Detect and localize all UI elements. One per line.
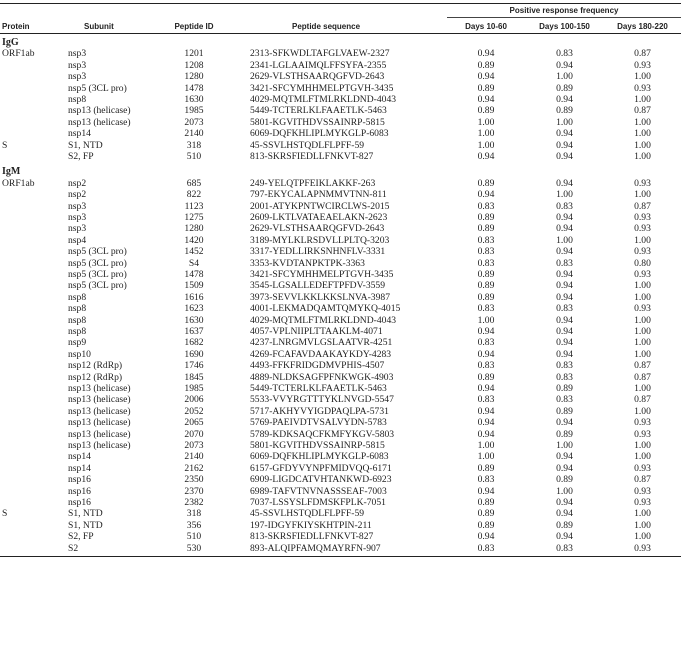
peptide-id-cell: 2350 [184, 474, 204, 486]
days-180-220-cell: 0.93 [634, 497, 651, 508]
days-180-220-cell: 0.87 [634, 371, 651, 383]
days-180-220-cell: 1.00 [634, 280, 651, 292]
sequence-cell: 5717-AKHYVYIGDPAQLPA-5731 [250, 405, 389, 417]
days-10-60-cell: 1.00 [477, 451, 495, 463]
days-100-150-cell: 0.94 [556, 151, 573, 162]
days-180-220-cell: 0.93 [634, 223, 651, 235]
subunit-cell: nsp10 [68, 348, 91, 360]
sequence-cell: 5801-KGVITHDVSSAINRP-5815 [250, 116, 385, 128]
sequence-cell: 797-EKYCALAPNMMVTNN-811 [250, 189, 387, 201]
peptide-id-cell: 1985 [184, 105, 204, 117]
days-10-60-cell: 0.89 [477, 105, 495, 117]
days-180-220-cell: 0.93 [634, 428, 651, 440]
days-180-220-cell: 1.00 [634, 326, 651, 337]
days-180-220-cell: 1.00 [634, 189, 651, 201]
days-100-150-cell: 0.89 [556, 428, 573, 440]
subunit-cell: nsp2 [68, 177, 87, 189]
days-10-60-cell: 0.94 [477, 48, 495, 60]
sequence-cell: 3545-LGSALLEDEFTPFDV-3559 [250, 280, 386, 292]
days-180-220-cell: 0.93 [634, 59, 651, 71]
peptide-id-cell: 318 [186, 139, 202, 151]
sequence-cell: 4001-LEKMADQAMTQMYKQ-4015 [250, 303, 401, 315]
days-100-150-cell: 0.94 [556, 128, 573, 140]
subunit-cell: nsp8 [68, 291, 87, 303]
subunit-cell: nsp14 [68, 462, 91, 474]
days-180-220-cell: 1.00 [634, 71, 651, 83]
days-10-60-cell: 0.94 [477, 428, 495, 440]
header-days-1: Days 10-60 [465, 22, 507, 31]
peptide-id-cell: 1280 [184, 223, 204, 235]
subunit-cell: nsp16 [68, 474, 91, 486]
days-180-220-cell: 0.87 [634, 105, 651, 117]
days-100-150-cell: 1.00 [556, 234, 573, 246]
peptide-id-cell: 1275 [184, 212, 204, 223]
sequence-cell: 5769-PAEIVDTVSALVYDN-5783 [250, 417, 387, 429]
days-180-220-cell: 1.00 [634, 508, 651, 520]
peptide-id-cell: 530 [186, 542, 202, 554]
sequence-cell: 2609-LKTLVATAEAELAKN-2623 [250, 212, 388, 223]
days-180-220-cell: 0.93 [634, 542, 651, 554]
sequence-cell: 6909-LIGDCATVHTANKWD-6923 [250, 474, 392, 486]
days-100-150-cell: 0.94 [556, 326, 573, 337]
days-10-60-cell: 0.94 [477, 531, 495, 543]
days-180-220-cell: 1.00 [634, 519, 651, 531]
sequence-cell: 45-SSVLHSTQDLFLPFF-59 [250, 508, 365, 520]
sequence-cell: 6989-TAFVTNVNASSSEAF-7003 [250, 485, 387, 497]
peptide-id-cell: 1623 [184, 303, 204, 315]
peptide-id-cell: 1630 [184, 314, 204, 326]
subunit-cell: nsp5 (3CL pro) [68, 269, 127, 280]
peptide-id-cell: 356 [186, 519, 202, 531]
days-10-60-cell: 0.83 [477, 542, 495, 554]
days-180-220-cell: 1.00 [634, 440, 651, 451]
subunit-cell: nsp8 [68, 303, 87, 315]
days-100-150-cell: 0.94 [556, 212, 573, 223]
sequence-cell: 5449-TCTERLKLFAAETLK-5463 [250, 105, 387, 117]
sequence-cell: 45-SSVLHSTQDLFLPFF-59 [250, 139, 365, 151]
days-10-60-cell: 0.94 [477, 417, 495, 429]
peptide-id-cell: 685 [186, 177, 202, 189]
subunit-cell: nsp3 [68, 59, 87, 71]
days-10-60-cell: 0.89 [477, 223, 495, 235]
days-100-150-cell: 0.83 [556, 48, 573, 60]
peptide-id-cell: 2140 [184, 451, 204, 463]
peptide-id-cell: 1845 [184, 371, 204, 383]
sequence-cell: 813-SKRSFIEDLLFNKVT-827 [250, 151, 374, 162]
peptide-id-cell: S4 [188, 257, 200, 269]
days-10-60-cell: 0.89 [477, 59, 495, 71]
days-100-150-cell: 0.94 [556, 139, 573, 151]
peptide-id-cell: 2052 [184, 405, 204, 417]
subunit-cell: nsp13 (helicase) [68, 428, 131, 440]
subunit-cell: nsp3 [68, 71, 87, 83]
days-100-150-cell: 0.89 [556, 82, 573, 94]
peptide-id-cell: 1208 [184, 59, 204, 71]
days-10-60-cell: 1.00 [477, 128, 495, 140]
days-100-150-cell: 1.00 [556, 116, 573, 128]
sequence-cell: 4057-VPLNIIPLTTAAKLM-4071 [250, 326, 383, 337]
peptide-id-cell: 1630 [184, 94, 204, 105]
sequence-cell: 7037-LSSYSLFDMSKFPLK-7051 [250, 497, 386, 508]
days-10-60-cell: 0.94 [477, 71, 495, 83]
days-180-220-cell: 1.00 [634, 348, 651, 360]
subunit-cell: nsp5 (3CL pro) [68, 246, 127, 258]
sequence-cell: 5449-TCTERLKLFAAETLK-5463 [250, 383, 387, 394]
days-180-220-cell: 1.00 [634, 128, 651, 140]
days-100-150-cell: 0.94 [556, 451, 573, 463]
days-180-220-cell: 1.00 [634, 139, 651, 151]
days-100-150-cell: 1.00 [556, 71, 573, 83]
subunit-cell: nsp3 [68, 223, 87, 235]
days-180-220-cell: 1.00 [634, 94, 651, 105]
days-100-150-cell: 0.83 [556, 360, 573, 372]
sequence-cell: 4029-MQTMLFTMLRKLDND-4043 [250, 314, 397, 326]
peptide-id-cell: 1478 [184, 269, 204, 280]
sequence-cell: 813-SKRSFIEDLLFNKVT-827 [250, 531, 374, 543]
days-10-60-cell: 0.89 [477, 519, 495, 531]
peptide-id-cell: 1746 [184, 360, 204, 372]
subunit-cell: nsp2 [68, 189, 87, 201]
sequence-cell: 4029-MQTMLFTMLRKLDND-4043 [250, 94, 397, 105]
sequence-cell: 5789-KDKSAQCFKMFYKGV-5803 [250, 428, 395, 440]
peptide-id-cell: 1420 [184, 234, 204, 246]
days-10-60-cell: 0.89 [477, 82, 495, 94]
days-180-220-cell: 1.00 [634, 151, 651, 162]
sequence-cell: 3189-MYLKLRSDVLLPLTQ-3203 [250, 234, 390, 246]
sequence-cell: 6069-DQFKHLIPLMYKGLP-6083 [250, 128, 389, 140]
header-days-3: Days 180-220 [617, 22, 668, 31]
days-100-150-cell: 0.94 [556, 246, 573, 258]
days-100-150-cell: 0.83 [556, 542, 573, 554]
days-100-150-cell: 0.94 [556, 223, 573, 235]
days-10-60-cell: 0.83 [477, 394, 495, 406]
days-100-150-cell: 0.94 [556, 291, 573, 303]
peptide-id-cell: 2162 [184, 462, 204, 474]
subunit-cell: nsp13 (helicase) [68, 116, 131, 128]
days-100-150-cell: 0.94 [556, 348, 573, 360]
header-subunit: Subunit [84, 22, 114, 31]
days-180-220-cell: 1.00 [634, 405, 651, 417]
days-180-220-cell: 0.87 [634, 474, 651, 486]
group-rule [447, 17, 681, 18]
subunit-cell: S1, NTD [68, 508, 103, 520]
days-10-60-cell: 0.83 [477, 360, 495, 372]
subunit-cell: nsp13 (helicase) [68, 440, 131, 451]
days-10-60-cell: 0.83 [477, 257, 495, 269]
sequence-cell: 2313-SFKWDLTAFGLVAEW-2327 [250, 48, 390, 60]
bottom-rule [0, 556, 681, 557]
days-180-220-cell: 1.00 [634, 234, 651, 246]
days-10-60-cell: 0.89 [477, 212, 495, 223]
days-100-150-cell: 0.89 [556, 383, 573, 394]
peptide-id-cell: 1509 [184, 280, 204, 292]
sequence-cell: 3421-SFCYMHHMELPTGVH-3435 [250, 269, 394, 280]
days-100-150-cell: 0.94 [556, 497, 573, 508]
subunit-cell: nsp16 [68, 497, 91, 508]
days-10-60-cell: 1.00 [477, 314, 495, 326]
peptide-id-cell: 1616 [184, 291, 204, 303]
section-title: IgM [2, 166, 21, 178]
peptide-id-cell: 1201 [184, 48, 204, 60]
days-10-60-cell: 0.94 [477, 383, 495, 394]
peptide-id-cell: 2140 [184, 128, 204, 140]
peptide-id-cell: 2370 [184, 485, 204, 497]
days-100-150-cell: 0.94 [556, 94, 573, 105]
header-peptide-id: Peptide ID [174, 22, 214, 31]
days-100-150-cell: 0.94 [556, 177, 573, 189]
days-10-60-cell: 0.83 [477, 337, 495, 349]
days-180-220-cell: 0.93 [634, 177, 651, 189]
days-180-220-cell: 1.00 [634, 337, 651, 349]
sequence-cell: 197-IDGYFKIYSKHTPIN-211 [250, 519, 372, 531]
sequence-cell: 4493-FFKFRIDGDMVPHIS-4507 [250, 360, 385, 372]
peptide-id-cell: 1452 [184, 246, 204, 258]
subunit-cell: nsp12 (RdRp) [68, 371, 123, 383]
days-100-150-cell: 0.83 [556, 303, 573, 315]
peptide-id-cell: 1478 [184, 82, 204, 94]
subunit-cell: nsp8 [68, 314, 87, 326]
days-180-220-cell: 0.87 [634, 200, 651, 212]
sequence-cell: 2629-VLSTHSAARQGFVD-2643 [250, 71, 385, 83]
protein-cell: ORF1ab [2, 177, 35, 189]
sequence-cell: 3317-YEDLLIRKSNHNFLV-3331 [250, 246, 386, 258]
days-180-220-cell: 0.93 [634, 417, 651, 429]
subunit-cell: nsp8 [68, 94, 87, 105]
peptide-id-cell: 2065 [184, 417, 204, 429]
days-10-60-cell: 0.89 [477, 269, 495, 280]
peptide-id-cell: 1690 [184, 348, 204, 360]
sequence-cell: 3353-KVDTANPKTPK-3363 [250, 257, 365, 269]
days-180-220-cell: 0.87 [634, 360, 651, 372]
header-group-title: Positive response frequency [509, 6, 619, 15]
days-180-220-cell: 0.93 [634, 462, 651, 474]
days-10-60-cell: 0.89 [477, 177, 495, 189]
subunit-cell: nsp4 [68, 234, 87, 246]
subunit-cell: nsp3 [68, 200, 87, 212]
sequence-cell: 5533-VVYRGTTTYKLNVGD-5547 [250, 394, 394, 406]
peptide-id-cell: 1123 [184, 200, 204, 212]
subunit-cell: S2, FP [68, 531, 94, 543]
sequence-cell: 249-YELQTPFEIKLAKKF-263 [250, 177, 376, 189]
subunit-cell: nsp14 [68, 451, 91, 463]
subunit-cell: nsp13 (helicase) [68, 417, 131, 429]
subunit-cell: S2, FP [68, 151, 94, 162]
days-100-150-cell: 1.00 [556, 485, 573, 497]
subunit-cell: nsp13 (helicase) [68, 105, 131, 117]
days-100-150-cell: 0.89 [556, 105, 573, 117]
peptide-id-cell: 2006 [184, 394, 204, 406]
days-10-60-cell: 1.00 [477, 139, 495, 151]
subunit-cell: nsp12 (RdRp) [68, 360, 123, 372]
days-10-60-cell: 0.94 [477, 485, 495, 497]
sequence-cell: 2001-ATYKPNTWCIRCLWS-2015 [250, 200, 390, 212]
days-180-220-cell: 0.87 [634, 394, 651, 406]
days-180-220-cell: 1.00 [634, 383, 651, 394]
days-100-150-cell: 0.94 [556, 417, 573, 429]
header-rule [0, 33, 681, 34]
sequence-cell: 6157-GFDYVYNPFMIDVQQ-6171 [250, 462, 392, 474]
days-10-60-cell: 1.00 [477, 116, 495, 128]
peptide-id-cell: 318 [186, 508, 202, 520]
subunit-cell: S1, NTD [68, 519, 103, 531]
days-100-150-cell: 0.89 [556, 474, 573, 486]
days-180-220-cell: 1.00 [634, 531, 651, 543]
days-100-150-cell: 0.94 [556, 59, 573, 71]
protein-cell: S [2, 508, 8, 520]
subunit-cell: S2 [68, 542, 79, 554]
days-10-60-cell: 1.00 [477, 440, 495, 451]
subunit-cell: nsp9 [68, 337, 87, 349]
days-100-150-cell: 0.94 [556, 531, 573, 543]
subunit-cell: nsp3 [68, 48, 87, 60]
header-sequence: Peptide sequence [292, 22, 361, 31]
peptide-id-cell: 510 [186, 151, 202, 162]
peptide-id-cell: 2382 [184, 497, 204, 508]
days-100-150-cell: 0.83 [556, 394, 573, 406]
peptide-id-cell: 1682 [184, 337, 204, 349]
protein-cell: ORF1ab [2, 48, 35, 60]
days-10-60-cell: 0.83 [477, 200, 495, 212]
subunit-cell: nsp13 (helicase) [68, 405, 131, 417]
peptide-id-cell: 822 [186, 189, 202, 201]
days-100-150-cell: 0.89 [556, 405, 573, 417]
sequence-cell: 6069-DQFKHLIPLMYKGLP-6083 [250, 451, 389, 463]
peptide-id-cell: 510 [186, 531, 202, 543]
subunit-cell: nsp8 [68, 326, 87, 337]
days-10-60-cell: 0.89 [477, 291, 495, 303]
days-180-220-cell: 1.00 [634, 116, 651, 128]
days-100-150-cell: 1.00 [556, 440, 573, 451]
sequence-cell: 2341-LGLAAIMQLFFSYFA-2355 [250, 59, 387, 71]
days-10-60-cell: 0.89 [477, 280, 495, 292]
top-rule [0, 3, 681, 4]
days-10-60-cell: 0.94 [477, 348, 495, 360]
sequence-cell: 3973-SEVVLKKLKKSLNVA-3987 [250, 291, 390, 303]
days-100-150-cell: 0.94 [556, 314, 573, 326]
peptide-id-cell: 1985 [184, 383, 204, 394]
subunit-cell: nsp14 [68, 128, 91, 140]
days-10-60-cell: 0.94 [477, 94, 495, 105]
days-100-150-cell: 0.94 [556, 462, 573, 474]
days-180-220-cell: 0.93 [634, 269, 651, 280]
subunit-cell: nsp5 (3CL pro) [68, 82, 127, 94]
days-180-220-cell: 1.00 [634, 451, 651, 463]
sequence-cell: 4237-LNRGMVLGSLAATVR-4251 [250, 337, 393, 349]
days-10-60-cell: 0.83 [477, 234, 495, 246]
days-10-60-cell: 0.94 [477, 326, 495, 337]
days-180-220-cell: 1.00 [634, 291, 651, 303]
days-10-60-cell: 0.89 [477, 497, 495, 508]
peptide-id-cell: 2073 [184, 116, 204, 128]
sequence-cell: 4269-FCAFAVDAAKAYKDY-4283 [250, 348, 392, 360]
days-10-60-cell: 0.83 [477, 303, 495, 315]
subunit-cell: nsp13 (helicase) [68, 383, 131, 394]
days-180-220-cell: 0.87 [634, 48, 651, 60]
days-180-220-cell: 1.00 [634, 314, 651, 326]
days-10-60-cell: 0.94 [477, 405, 495, 417]
subunit-cell: nsp16 [68, 485, 91, 497]
peptide-id-cell: 2073 [184, 440, 204, 451]
sequence-cell: 4889-NLDKSAGFPFNKWGK-4903 [250, 371, 394, 383]
days-10-60-cell: 0.89 [477, 508, 495, 520]
subunit-cell: nsp3 [68, 212, 87, 223]
days-180-220-cell: 0.93 [634, 246, 651, 258]
days-180-220-cell: 0.80 [634, 257, 651, 269]
sequence-cell: 893-ALQIPFAMQMAYRFN-907 [250, 542, 381, 554]
days-10-60-cell: 0.94 [477, 189, 495, 201]
header-days-2: Days 100-150 [539, 22, 590, 31]
sequence-cell: 5801-KGVITHDVSSAINRP-5815 [250, 440, 385, 451]
days-10-60-cell: 0.83 [477, 246, 495, 258]
subunit-cell: nsp5 (3CL pro) [68, 280, 127, 292]
days-10-60-cell: 0.83 [477, 474, 495, 486]
peptide-id-cell: 2070 [184, 428, 204, 440]
days-10-60-cell: 0.94 [477, 151, 495, 162]
header-protein: Protein [2, 22, 30, 31]
days-100-150-cell: 0.83 [556, 371, 573, 383]
peptide-id-cell: 1280 [184, 71, 204, 83]
days-100-150-cell: 0.89 [556, 519, 573, 531]
days-100-150-cell: 0.83 [556, 257, 573, 269]
days-100-150-cell: 0.83 [556, 200, 573, 212]
days-100-150-cell: 0.94 [556, 337, 573, 349]
sequence-cell: 2629-VLSTHSAARQGFVD-2643 [250, 223, 385, 235]
days-10-60-cell: 0.89 [477, 371, 495, 383]
days-100-150-cell: 0.94 [556, 280, 573, 292]
sequence-cell: 3421-SFCYMHHMELPTGVH-3435 [250, 82, 394, 94]
subunit-cell: nsp13 (helicase) [68, 394, 131, 406]
days-180-220-cell: 0.93 [634, 485, 651, 497]
subunit-cell: nsp5 (3CL pro) [68, 257, 127, 269]
days-180-220-cell: 0.93 [634, 82, 651, 94]
days-100-150-cell: 0.94 [556, 508, 573, 520]
days-10-60-cell: 0.89 [477, 462, 495, 474]
peptide-id-cell: 1637 [184, 326, 204, 337]
days-100-150-cell: 1.00 [556, 189, 573, 201]
subunit-cell: S1, NTD [68, 139, 103, 151]
protein-cell: S [2, 139, 8, 151]
days-180-220-cell: 0.93 [634, 303, 651, 315]
section-title: IgG [2, 37, 19, 48]
days-100-150-cell: 0.94 [556, 269, 573, 280]
days-180-220-cell: 0.93 [634, 212, 651, 223]
